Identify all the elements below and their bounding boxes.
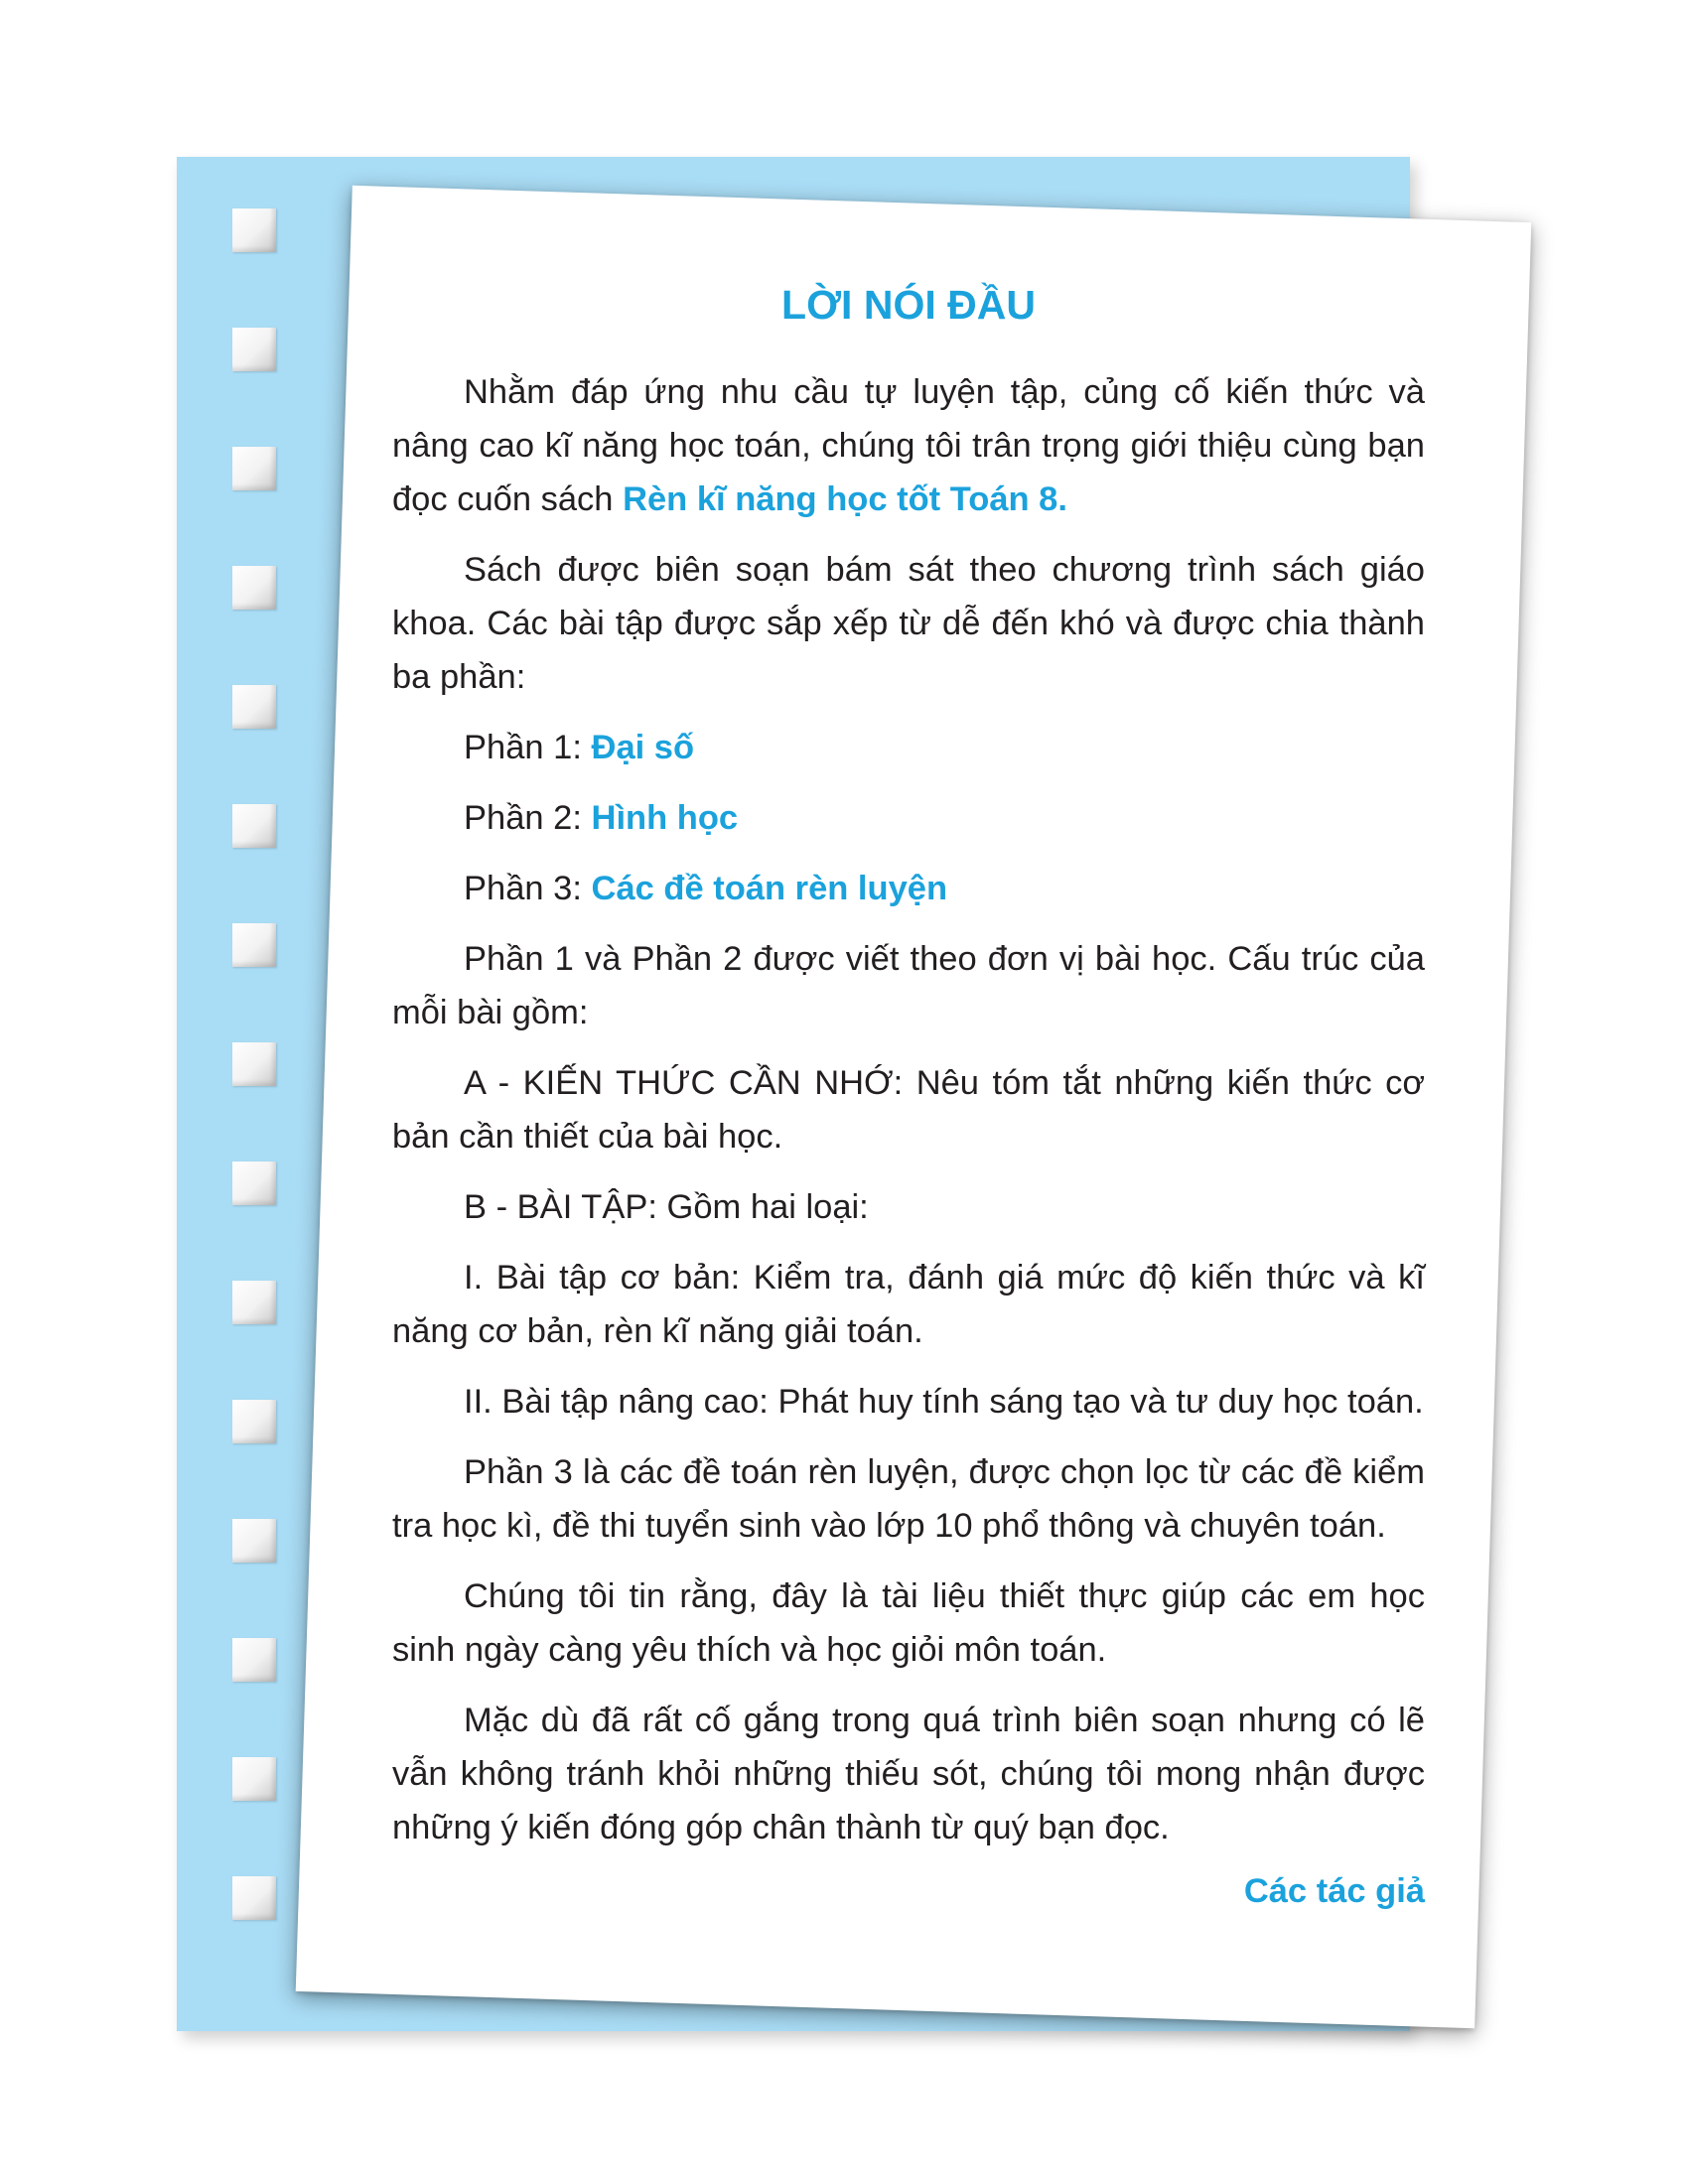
part-label: Phần 3: <box>464 870 592 907</box>
punch-hole-icon <box>232 1757 276 1801</box>
punch-hole-icon <box>232 685 276 729</box>
advanced-exercises-paragraph: II. Bài tập nâng cao: Phát huy tính sáng tạo và tư duy học toán. <box>464 1383 1424 1421</box>
punch-hole-icon <box>232 447 276 490</box>
belief-paragraph: Chúng tôi tin rằng, đây là tài liệu thiết thực giúp các em học sinh ngày càng yêu thích và học giỏi môn toán. <box>392 1577 1425 1669</box>
punch-hole-icon <box>232 804 276 848</box>
punch-hole-icon <box>232 1042 276 1086</box>
basic-exercises-paragraph: I. Bài tập cơ bản: Kiểm tra, đánh giá mức độ kiến thức và kĩ năng cơ bản, rèn kĩ năng giải toán. <box>392 1259 1425 1350</box>
part3-paragraph: Phần 3 là các đề toán rèn luyện, được chọn lọc từ các đề kiểm tra học kì, đề thi tuyển sinh vào lớp 10 phổ thông và chuyên toán. <box>392 1453 1425 1545</box>
part-label: Phần 1: <box>464 729 592 766</box>
punch-hole-icon <box>232 1161 276 1205</box>
signature: Các tác giả <box>1243 1872 1425 1910</box>
punch-hole-icon <box>232 923 276 967</box>
closing-paragraph: Mặc dù đã rất cố gắng trong quá trình biên soạn nhưng có lẽ vẫn không tránh khỏi những thiếu sót, chúng tôi mong nhận được những ý kiến đóng góp chân thành từ quý bạn đọc. <box>392 1702 1425 1846</box>
intro-paragraph <box>392 365 1425 526</box>
punch-hole-icon <box>232 1638 276 1682</box>
part-name: Các đề toán rèn luyện <box>591 870 948 907</box>
punch-hole-icon <box>232 1281 276 1324</box>
punch-hole-icon <box>232 566 276 610</box>
section-b-paragraph: B - BÀI TẬP: Gồm hai loại: <box>464 1188 869 1226</box>
section-a-paragraph: A - KIẾN THỨC CẦN NHỚ: Nêu tóm tắt những kiến thức cơ bản cần thiết của bài học. <box>392 1064 1425 1156</box>
part-item-2 <box>464 791 1425 845</box>
punch-hole-icon <box>232 208 276 252</box>
lesson-structure-paragraph: Phần 1 và Phần 2 được viết theo đơn vị bài học. Cấu trúc của mỗi bài gồm: <box>392 940 1425 1031</box>
punch-hole-icon <box>232 328 276 371</box>
structure-paragraph: Sách được biên soạn bám sát theo chương trình sách giáo khoa. Các bài tập được sắp xếp từ dễ đến khó và được chia thành ba phần: <box>392 551 1425 696</box>
punch-hole-icon <box>232 1400 276 1443</box>
part-label: Phần 2: <box>464 799 592 837</box>
part-name: Hình học <box>591 799 739 837</box>
punch-hole-icon <box>232 1519 276 1563</box>
preface-content <box>392 268 1425 1918</box>
page-title: LỜI NÓI ĐẦU <box>781 282 1036 328</box>
part-item-3 <box>464 862 1425 915</box>
punch-hole-icon <box>232 1876 276 1920</box>
book-title: Rèn kĩ năng học tốt Toán 8. <box>623 480 1067 518</box>
intro-text: Nhằm đáp ứng nhu cầu tự luyện tập, củng cố kiến thức và nâng cao kĩ năng học toán, chúng tôi trân trọng giới thiệu cùng bạn đọc cuốn sách <box>392 373 1425 518</box>
part-name: Đại số <box>591 729 695 766</box>
part-item-1 <box>464 721 1425 774</box>
